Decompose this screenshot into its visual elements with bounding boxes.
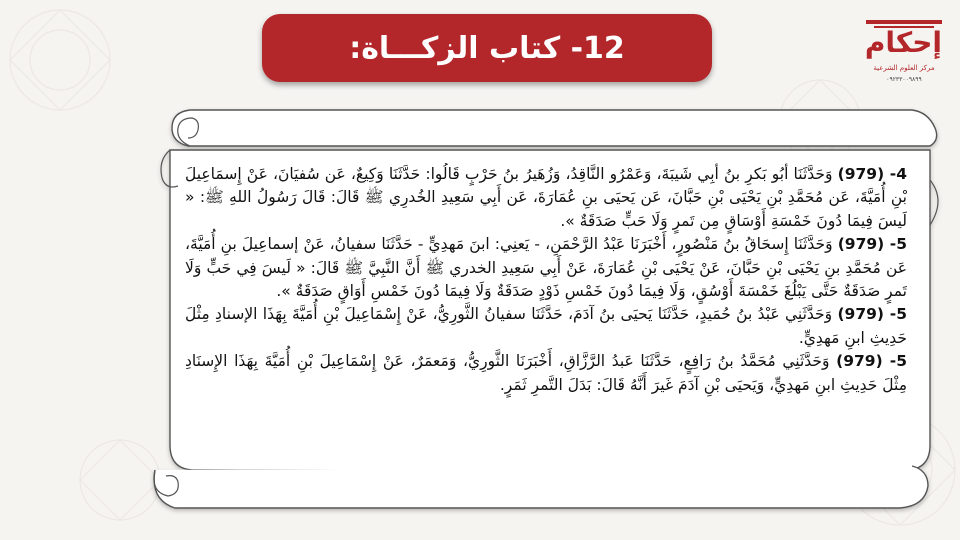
- hadith-number: 5- (979): [837, 235, 907, 254]
- title-banner: [262, 14, 712, 82]
- hadith-text: وَحَدَّثَنَا أَبُو بَكرِ بنُ أَبِي شَيبَةَ، وَعَمْرُو النَّاقِدُ، وَزُهَيرُ بنُ حَرْبٍ قَالُوا: حَدَّثَنَا وَكِيعٌ، عَن سُفيَانَ، عَنْ إِسمَاعِيلَ بْنِ أُمَيَّةَ، عَن مُحَمَّدِ بْنِ يَحْيَى بْنِ حَبَّانَ، عَن يَحيَى بنِ عُمَارَةَ، عَن أَبِي سَعِيدِ الخُدرِي ﷺ قَالَ: قَالَ رَسُولُ اللهِ ﷺ: « لَيسَ فِيمَا دُونَ خَمْسَةِ أَوْسَاقٍ مِن تَمرٍ وَلَا حَبٍّ صَدَقَةٌ ».: [185, 165, 907, 230]
- hadith-text: وَحَدَّثَنِي عَبْدُ بنُ حُمَيدٍ، حَدَّثَنَا يَحيَى بنُ آدَمَ، حَدَّثَنَا سفيانُ الثَّورِيُّ، عَنْ إِسْمَاعِيلَ بْنِ أُمَيَّةَ بِهَذَا الإسنادِ مِثْلَ حَدِيثِ ابنِ مَهدِيٍّ.: [185, 305, 907, 347]
- hadith-entry: [185, 350, 907, 397]
- hadith-entry: [185, 163, 907, 233]
- logo-subtitle: مركز العلوم الشرعية: [873, 64, 935, 72]
- logo-name: إحكام: [864, 26, 942, 59]
- hadith-number: 5- (979): [837, 305, 907, 324]
- logo-phone: ٠٩٢٣٣٠٠٩٨٩٩: [886, 76, 922, 83]
- hadith-number: 4- (979): [837, 165, 907, 183]
- hadith-entry: [185, 303, 907, 350]
- hadith-number: 5- (979): [836, 352, 907, 371]
- hadith-text: وَحَدَّثَنِي مُحَمَّدُ بنُ رَافِعٍ، حَدَّثَنَا عَبدُ الرَّزَّاقِ، أَخْبَرَنَا الثَّورِيُّ، وَمَعمَرٌ، عَنْ إِسْمَاعِيلَ بْنِ أُمَيَّةَ بِهَذَا الإِسنَادِ مِثْلَ حَدِيثِ ابنِ مَهدِيٍّ، وَيَحيَى بْنِ آدَمَ غَيرَ أَنَّهُ قَالَ: بَدَلَ التَّمرِ ثَمَرٍ.: [185, 352, 907, 394]
- hadith-text-block: [185, 163, 907, 425]
- hadith-text: وَحَدَّثَنَا إِسحَاقُ بنُ مَنْصُورٍ، أَخْبَرَنَا عَبْدُ الرَّحْمَنِ، - يَعنِي: ابنَ مَهدِيٍّ - حَدَّثَنَا سفيانُ، عَنْ إسماعِيلَ بنِ أُمَيَّةَ، عَن مُحَمَّدِ بنِ يَحْيَى بْنِ حَبَّانَ، عَنْ يَحْيَى بْنِ عُمَارَةَ، عَنْ أَبِي سَعِيدِ الخدري ﷺ أَنَّ النَّبِيَّ ﷺ قَالَ: « لَيسَ فِي حَبٍّ وَلَا تَمرٍ صَدَقَةٌ حَتَّى يَبْلُغَ خَمْسَةَ أَوْسُقٍ، وَلَا فِيمَا دُونَ خَمْسِ ذَوْدٍ صَدَقَةٌ وَلَا فِيمَا دُونَ خَمْسِ أَوَاقٍ صَدَقَةٌ ».: [185, 235, 907, 301]
- hadith-entry: [185, 233, 907, 303]
- page-title: 12- كتاب الزكـــاة:: [349, 30, 625, 66]
